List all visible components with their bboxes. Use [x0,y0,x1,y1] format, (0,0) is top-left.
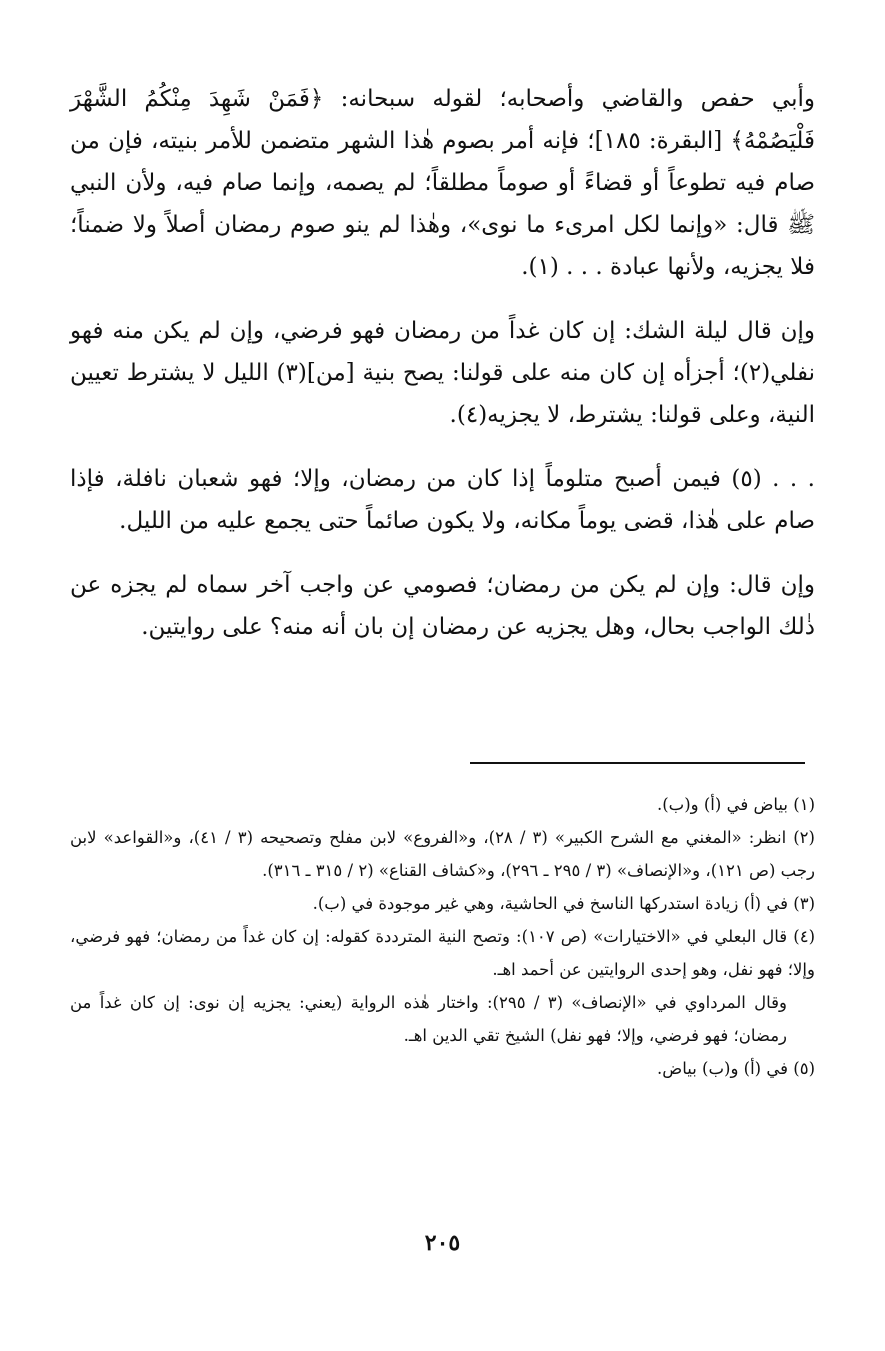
footnote: (١) بياض في (أ) و(ب). [657,795,815,814]
main-text [70,78,815,670]
paragraph: وإن قال: وإن لم يكن من رمضان؛ فصومي عن واجب آخر سماه لم يجزه عن ذٰلك الواجب بحال، وهل يجزيه عن رمضان إن بان أنه منه؟ على روايتين. [70,572,815,640]
page-number: ٢٠٥ [424,1230,461,1256]
paragraph: وأبي حفص والقاضي وأصحابه؛ لقوله سبحانه: ﴿فَمَنْ شَهِدَ مِنْكُمُ الشَّهْرَ فَلْيَصُمْهُ﴾ [البقرة: ١٨٥]؛ فإنه أمر بصوم هٰذا الشهر متضمن للأمر بنيته، فإن من صام فيه تطوعاً أو قضاءً أو صوماً مطلقاً؛ لم يصمه، وإنما صام فيه، ولأن النبي ﷺ قال: «وإنما لكل امرىء ما نوى»، وهٰذا لم ينو صوم رمضان أصلاً ولا ضمناً؛ فلا يجزيه، ولأنها عبادة . . . (١). [70,86,815,280]
paragraph: وإن قال ليلة الشك: إن كان غداً من رمضان فهو فرضي، وإن لم يكن منه فهو نفلي(٢)؛ أجزأه إن كان منه على قولنا: يصح بنية [من](٣) الليل لا يشترط تعيين النية، وعلى قولنا: يشترط، لا يجزيه(٤). [70,318,815,428]
footnote-continuation: وقال المرداوي في «الإنصاف» (٣ / ٢٩٥): واختار هٰذه الرواية (يعني: يجزيه إن نوى: إن كان غداً من رمضان؛ فهو فرضي، وإلا؛ فهو نفل) الشيخ تقي الدين اهـ. [70,993,787,1045]
footnote: (٣) في (أ) زيادة استدركها الناسخ في الحاشية، وهي غير موجودة في (ب). [312,894,815,913]
paragraph: . . . (٥) فيمن أصبح متلوماً إذا كان من رمضان، وإلا؛ فهو شعبان نافلة، فإذا صام على هٰذا، قضى يوماً مكانه، ولا يكون صائماً حتى يجمع عليه من الليل. [70,466,815,534]
footnote: (٢) انظر: «المغني مع الشرح الكبير» (٣ / ٢٨)، و«الفروع» لابن مفلح وتصحيحه (٣ / ٤١)، و«القواعد» لابن رجب (ص ١٢١)، و«الإنصاف» (٣ / ٢٩٥ ـ ٢٩٦)، و«كشاف القناع» (٢ / ٣١٥ ـ ٣١٦). [70,828,815,880]
footnote: (٤) قال البعلي في «الاختيارات» (ص ١٠٧): وتصح النية المترددة كقوله: إن كان غداً من رمضان؛ فهو فرضي، وإلا؛ فهو نفل، وهو إحدى الروايتين عن أحمد اهـ. [70,927,815,979]
footnotes [70,788,815,1085]
footnote-separator [470,762,805,764]
footnote: (٥) في (أ) و(ب) بياض. [657,1059,815,1078]
